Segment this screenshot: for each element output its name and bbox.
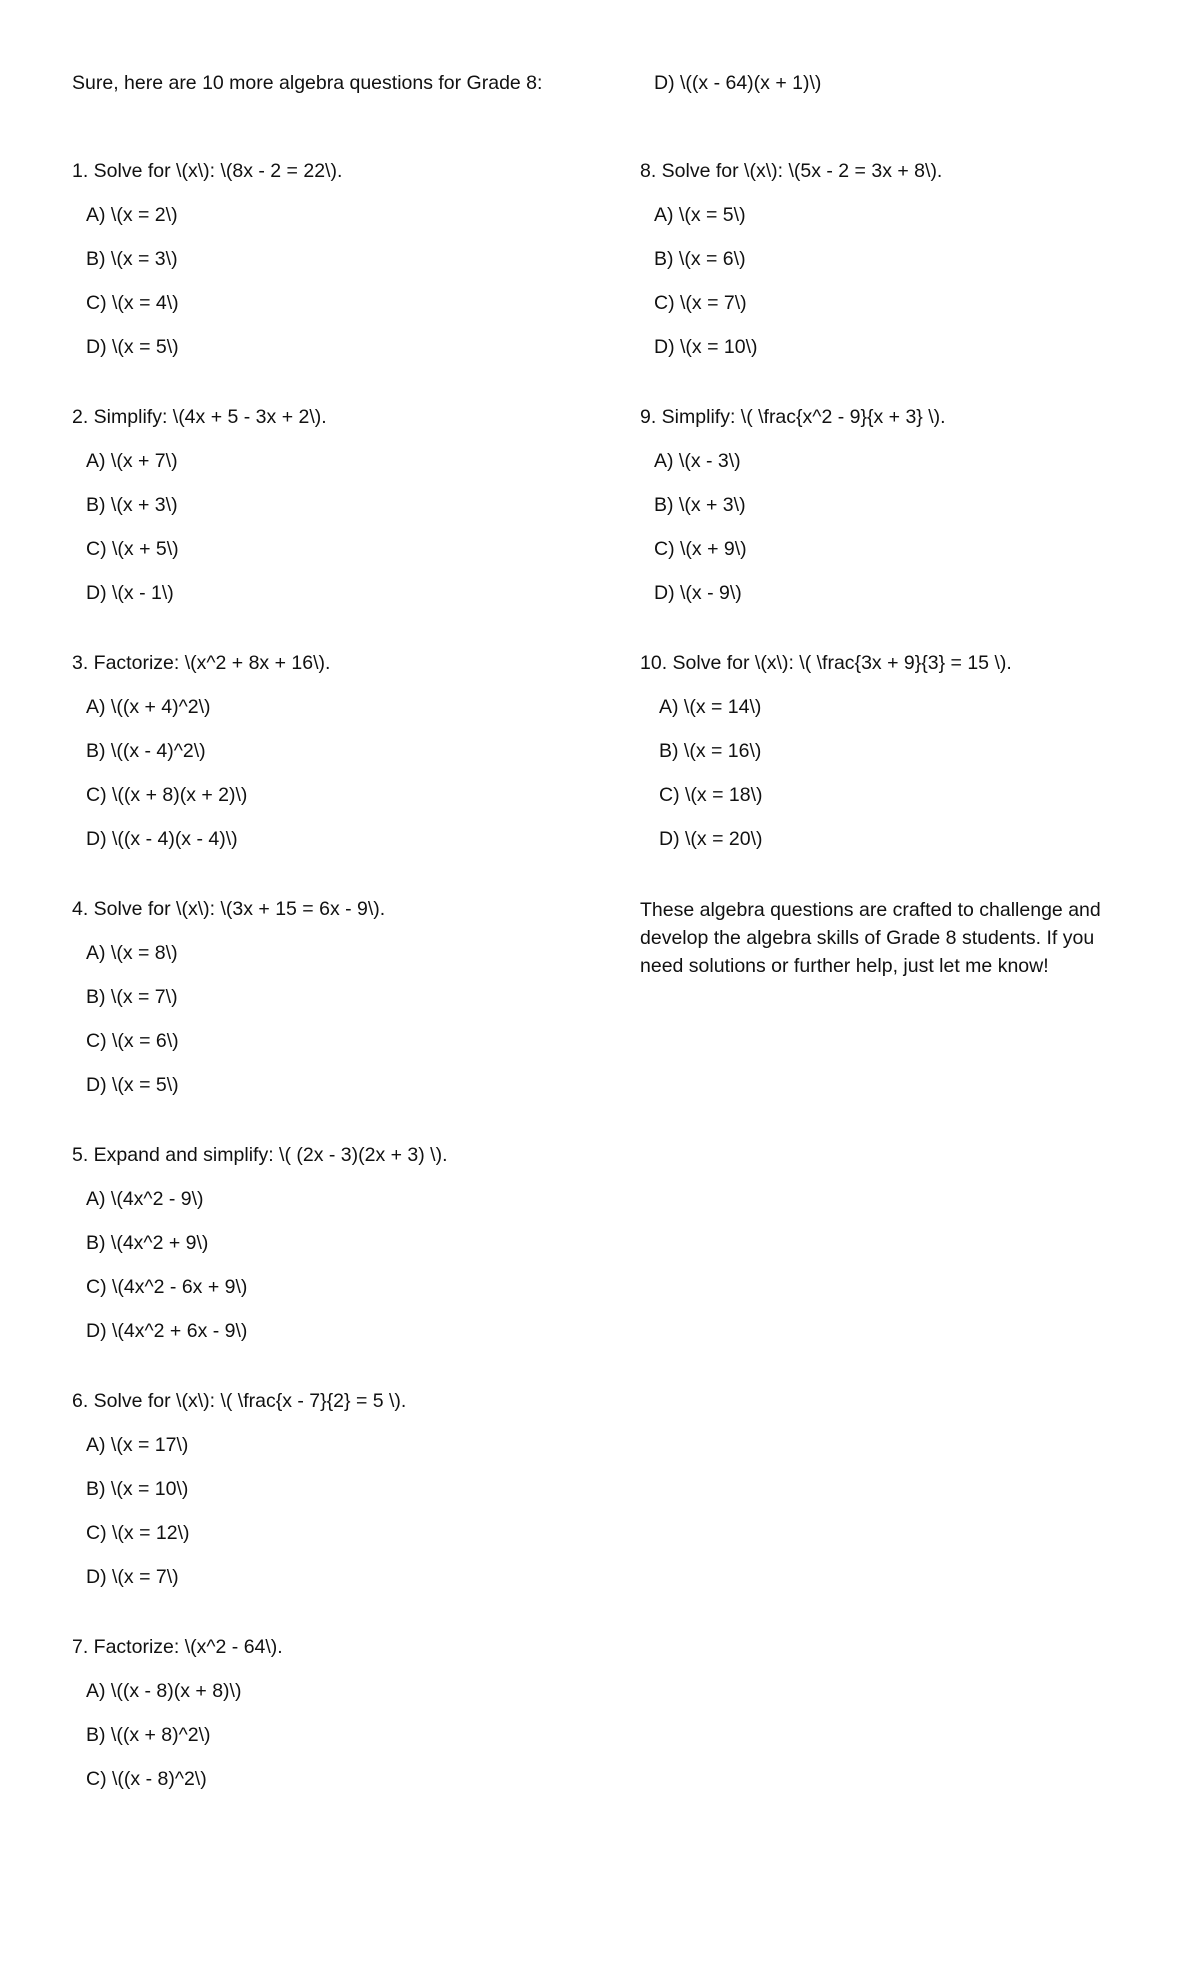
question-8 bbox=[640, 158, 1140, 360]
option-b: B) \(x = 16\) bbox=[659, 740, 762, 762]
option-a: A) \(x = 2\) bbox=[86, 204, 178, 226]
option-d: D) \(x - 9\) bbox=[654, 582, 742, 604]
option-a: A) \(x + 7\) bbox=[86, 450, 178, 472]
question-text: 7. Factorize: \(x^2 - 64\). bbox=[72, 1636, 283, 1658]
left-column bbox=[72, 70, 592, 1836]
question-9 bbox=[640, 404, 1140, 606]
option-b: B) \(x = 6\) bbox=[654, 248, 746, 270]
option-d: D) \((x - 4)(x - 4)\) bbox=[86, 828, 238, 850]
option-c: C) \(x = 4\) bbox=[86, 292, 179, 314]
question-text: 10. Solve for \(x\): \( \frac{3x + 9}{3} = 15 \). bbox=[640, 652, 1012, 674]
option-d: D) \(x = 7\) bbox=[86, 1566, 179, 1588]
option-c: C) \((x + 8)(x + 2)\) bbox=[86, 784, 248, 806]
option-a: A) \(x - 3\) bbox=[654, 450, 741, 472]
option-d: D) \(x - 1\) bbox=[86, 582, 174, 604]
question-text: 8. Solve for \(x\): \(5x - 2 = 3x + 8\). bbox=[640, 160, 943, 182]
option-c: C) \(4x^2 - 6x + 9\) bbox=[86, 1276, 248, 1298]
option-c: C) \(x = 12\) bbox=[86, 1522, 190, 1544]
right-column bbox=[640, 70, 1140, 980]
question-text: 5. Expand and simplify: \( (2x - 3)(2x + 3) \). bbox=[72, 1144, 448, 1166]
option-a: A) \((x - 8)(x + 8)\) bbox=[86, 1680, 242, 1702]
option-d: D) \(x = 5\) bbox=[86, 1074, 179, 1096]
question-5 bbox=[72, 1142, 592, 1344]
option-a: A) \(4x^2 - 9\) bbox=[86, 1188, 204, 1210]
option-c: C) \(x + 9\) bbox=[654, 538, 747, 560]
option-b: B) \((x - 4)^2\) bbox=[86, 740, 206, 762]
option-b: B) \(x = 3\) bbox=[86, 248, 178, 270]
question-6 bbox=[72, 1388, 592, 1590]
option-b: B) \(4x^2 + 9\) bbox=[86, 1232, 209, 1254]
option-a: A) \(x = 17\) bbox=[86, 1434, 189, 1456]
closing-paragraph: These algebra questions are crafted to challenge and develop the algebra skills of Grade 8 students. If you need solutions or further help, just let me know! bbox=[640, 899, 1101, 977]
option-c: C) \(x = 6\) bbox=[86, 1030, 179, 1052]
question-1 bbox=[72, 158, 592, 360]
question-7 bbox=[72, 1634, 592, 1792]
option-a: A) \(x = 5\) bbox=[654, 204, 746, 226]
option-d: D) \(x = 10\) bbox=[654, 336, 758, 358]
option-b: B) \(x + 3\) bbox=[86, 494, 178, 516]
option-b: B) \((x + 8)^2\) bbox=[86, 1724, 211, 1746]
option-c: C) \((x - 8)^2\) bbox=[86, 1768, 207, 1790]
question-text: 2. Simplify: \(4x + 5 - 3x + 2\). bbox=[72, 406, 327, 428]
question-text: 4. Solve for \(x\): \(3x + 15 = 6x - 9\). bbox=[72, 898, 386, 920]
option-b: B) \(x = 10\) bbox=[86, 1478, 189, 1500]
option-c: C) \(x = 18\) bbox=[659, 784, 763, 806]
option-c: C) \(x + 5\) bbox=[86, 538, 179, 560]
option-d-continued: D) \((x - 64)(x + 1)\) bbox=[654, 72, 822, 94]
question-4 bbox=[72, 896, 592, 1098]
question-text: 1. Solve for \(x\): \(8x - 2 = 22\). bbox=[72, 160, 343, 182]
option-b: B) \(x + 3\) bbox=[654, 494, 746, 516]
option-c: C) \(x = 7\) bbox=[654, 292, 747, 314]
intro-text: Sure, here are 10 more algebra questions for Grade 8: bbox=[72, 72, 543, 94]
option-a: A) \((x + 4)^2\) bbox=[86, 696, 211, 718]
question-text: 6. Solve for \(x\): \( \frac{x - 7}{2} = 5 \). bbox=[72, 1390, 407, 1412]
question-3 bbox=[72, 650, 592, 852]
option-d: D) \(x = 20\) bbox=[659, 828, 763, 850]
option-b: B) \(x = 7\) bbox=[86, 986, 178, 1008]
question-10 bbox=[640, 650, 1140, 852]
option-a: A) \(x = 14\) bbox=[659, 696, 762, 718]
option-d: D) \(x = 5\) bbox=[86, 336, 179, 358]
question-text: 3. Factorize: \(x^2 + 8x + 16\). bbox=[72, 652, 331, 674]
question-text: 9. Simplify: \( \frac{x^2 - 9}{x + 3} \). bbox=[640, 406, 946, 428]
option-d: D) \(4x^2 + 6x - 9\) bbox=[86, 1320, 248, 1342]
question-2 bbox=[72, 404, 592, 606]
option-a: A) \(x = 8\) bbox=[86, 942, 178, 964]
